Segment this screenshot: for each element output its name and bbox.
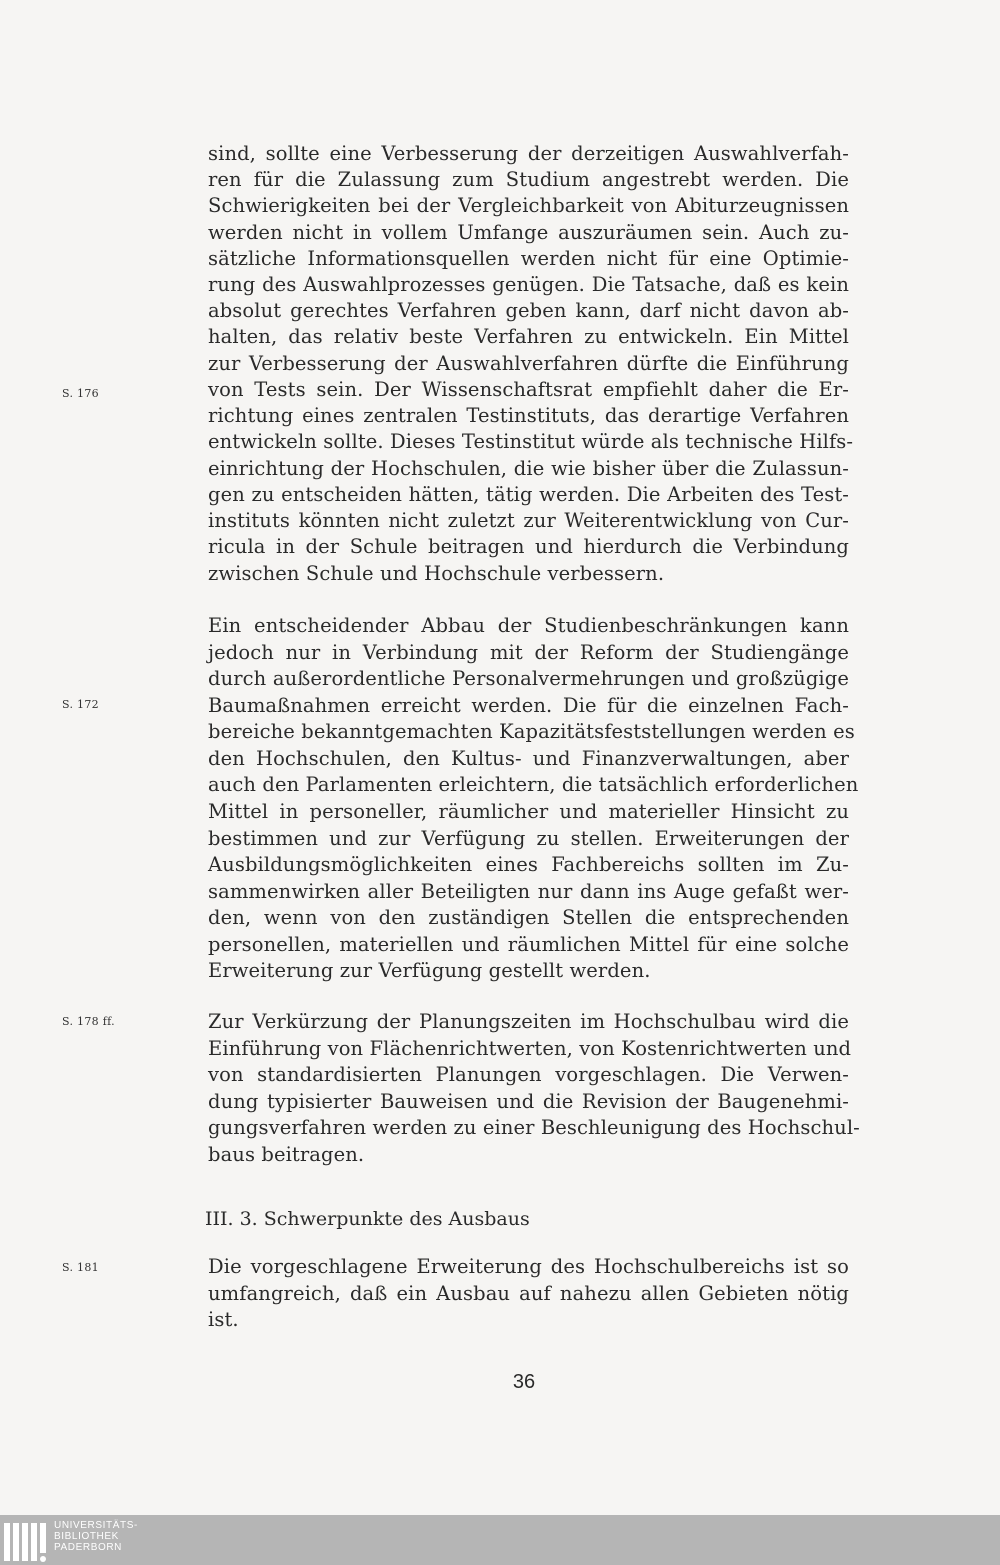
text-line: halten, das relativ beste Verfahren zu entwickeln. Ein Mittel [208,325,849,348]
text-line: Zur Verkürzung der Planungszeiten im Hochschulbau wird die [208,1010,849,1033]
text-line: jedoch nur in Verbindung mit der Reform der Studiengänge [208,641,849,664]
text-line: Ausbildungsmöglichkeiten eines Fachbereichs sollten im Zu- [208,853,849,876]
text-line: Schwierigkeiten bei der Vergleichbarkeit von Abiturzeugnissen [208,194,849,217]
text-line: umfangreich, daß ein Ausbau auf nahezu allen Gebieten nötig [208,1282,849,1305]
text-line: Ein entscheidender Abbau der Studienbeschränkungen kann [208,614,849,637]
margin-reference: S. 181 [62,1261,99,1274]
library-logo-text [54,1520,138,1553]
text-line: rung des Auswahlprozesses genügen. Die Tatsache, daß es kein [208,273,849,296]
text-line: den, wenn von den zuständigen Stellen die entsprechenden [208,906,849,929]
text-line: ricula in der Schule beitragen und hierdurch die Verbindung [208,535,849,558]
text-line: sätzliche Informationsquellen werden nicht für eine Optimie- [208,247,849,270]
section-heading: III. 3. Schwerpunkte des Ausbaus [205,1208,530,1230]
page-number: 36 [512,1371,536,1393]
text-line: werden nicht in vollem Umfange auszuräumen sein. Auch zu- [208,221,849,244]
text-line: zur Verbesserung der Auswahlverfahren dürfte die Einführung [208,352,849,375]
text-line: bereiche bekanntgemachten Kapazitätsfeststellungen werden es [208,720,855,743]
text-line: von Tests sein. Der Wissenschaftsrat empfiehlt daher die Er- [208,378,849,401]
text-line: durch außerordentliche Personalvermehrungen und großzügige [208,667,849,690]
text-line: bestimmen und zur Verfügung zu stellen. Erweiterungen der [208,827,849,850]
text-line: von standardisierten Planungen vorgeschlagen. Die Verwen- [208,1063,849,1086]
margin-reference: S. 178 ff. [62,1015,115,1028]
text-line: Mittel in personeller, räumlicher und materieller Hinsicht zu [208,800,849,823]
text-line: den Hochschulen, den Kultus- und Finanzverwaltungen, aber [208,747,849,770]
text-line: baus beitragen. [208,1143,365,1166]
logo-line: UNIVERSITÄTS- [54,1520,138,1531]
library-footer-banner [0,1515,1000,1565]
text-line: ren für die Zulassung zum Studium angestrebt werden. Die [208,168,849,191]
text-line: sind, sollte eine Verbesserung der derzeitigen Auswahlverfah- [208,142,849,165]
text-line: zwischen Schule und Hochschule verbessern. [208,562,665,585]
text-line: Erweiterung zur Verfügung gestellt werden. [208,959,651,982]
text-line: personellen, materiellen und räumlichen Mittel für eine solche [208,933,849,956]
text-line: auch den Parlamenten erleichtern, die tatsächlich erforderlichen [208,773,859,796]
text-line: Die vorgeschlagene Erweiterung des Hochschulbereichs ist so [208,1255,849,1278]
text-line: Baumaßnahmen erreicht werden. Die für die einzelnen Fach- [208,694,849,717]
logo-line: BIBLIOTHEK [54,1531,119,1542]
text-line: entwickeln sollte. Dieses Testinstitut würde als technische Hilfs- [208,430,854,453]
margin-reference: S. 176 [62,387,99,400]
text-line: gungsverfahren werden zu einer Beschleunigung des Hochschul- [208,1116,860,1139]
text-line: richtung eines zentralen Testinstituts, das derartige Verfahren [208,404,849,427]
text-line: gen zu entscheiden hätten, tätig werden. Die Arbeiten des Test- [208,483,849,506]
logo-line: PADERBORN [54,1542,123,1553]
text-line: Einführung von Flächenrichtwerten, von Kostenrichtwerten und [208,1037,852,1060]
text-line: einrichtung der Hochschulen, die wie bisher über die Zulassun- [208,457,849,480]
text-line: dung typisierter Bauweisen und die Revision der Baugenehmi- [208,1090,849,1113]
text-line: ist. [208,1308,239,1331]
text-line: absolut gerechtes Verfahren geben kann, darf nicht davon ab- [208,299,849,322]
text-line: sammenwirken aller Beteiligten nur dann ins Auge gefaßt wer- [208,880,849,903]
margin-reference: S. 172 [62,698,99,711]
text-line: instituts könnten nicht zuletzt zur Weiterentwicklung von Cur- [208,509,849,532]
